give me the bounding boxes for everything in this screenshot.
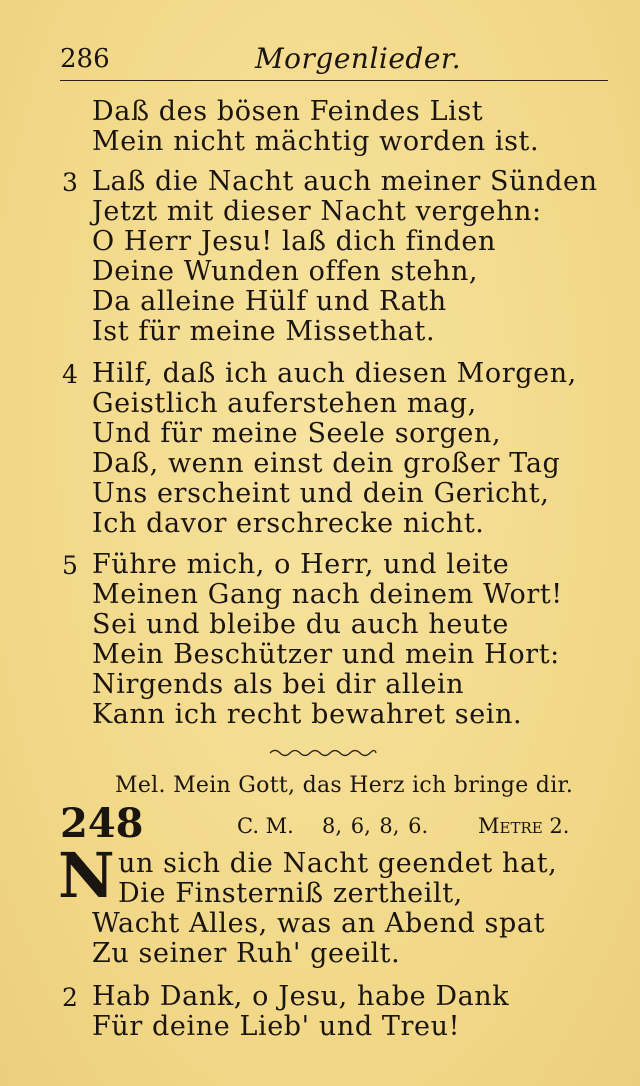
verse-line: Sei und bleibe du auch heute bbox=[92, 609, 509, 640]
verse-line: Hilf, daß ich auch diesen Morgen, bbox=[92, 358, 577, 389]
stanza-number: 2 bbox=[62, 983, 78, 1012]
meter-name: Metre 2. bbox=[478, 814, 570, 838]
verse-line: Jetzt mit dieser Nacht vergehn: bbox=[92, 196, 542, 227]
meter-numbers: 8, 6, 8, 6. bbox=[322, 814, 429, 838]
header-rule bbox=[60, 80, 608, 81]
verse-line: Und für meine Seele sorgen, bbox=[92, 418, 502, 449]
hymn-number: 248 bbox=[60, 800, 144, 847]
verse-line: Mein nicht mächtig worden ist. bbox=[92, 126, 540, 157]
verse-line: Uns erscheint und dein Gericht, bbox=[92, 478, 550, 509]
verse-line: Zu seiner Ruh' geeilt. bbox=[92, 938, 401, 969]
verse-line: Geistlich auferstehen mag, bbox=[92, 388, 477, 419]
drop-cap: N bbox=[58, 839, 115, 912]
ornament-divider bbox=[268, 745, 378, 761]
verse-line: Kann ich recht bewahret sein. bbox=[92, 699, 523, 730]
melody-line: Mel. Mein Gott, das Herz ich bringe dir. bbox=[115, 773, 574, 798]
verse-line: Mein Beschützer und mein Hort: bbox=[92, 639, 560, 670]
verse-line: Daß, wenn einst dein großer Tag bbox=[92, 448, 561, 479]
verse-line: Wacht Alles, was an Abend spat bbox=[92, 908, 546, 939]
stanza-number: 5 bbox=[62, 551, 78, 580]
verse-line: Nirgends als bei dir allein bbox=[92, 669, 465, 700]
verse-line: O Herr Jesu! laß dich finden bbox=[92, 226, 496, 257]
verse-line: Führe mich, o Herr, und leite bbox=[92, 549, 510, 580]
verse-line: Ist für meine Missethat. bbox=[92, 316, 436, 347]
stanza-number: 3 bbox=[62, 168, 78, 197]
verse-line: Meinen Gang nach deinem Wort! bbox=[92, 579, 563, 610]
verse-line: Deine Wunden offen stehn, bbox=[92, 256, 479, 287]
meter-abbrev: C. M. bbox=[237, 814, 294, 838]
page-number: 286 bbox=[60, 44, 110, 74]
stanza-number: 4 bbox=[62, 360, 78, 389]
verse-line: Für deine Lieb' und Treu! bbox=[92, 1011, 461, 1042]
verse-line: un sich die Nacht geendet hat, bbox=[118, 848, 558, 879]
running-title: Morgenlieder. bbox=[255, 42, 462, 75]
verse-line: Hab Dank, o Jesu, habe Dank bbox=[92, 981, 510, 1012]
running-head bbox=[60, 40, 610, 80]
verse-line: Die Finsterniß zertheilt, bbox=[118, 878, 463, 909]
verse-line: Ich davor erschrecke nicht. bbox=[92, 508, 485, 539]
verse-line: Daß des bösen Feindes List bbox=[92, 96, 484, 127]
verse-line: Laß die Nacht auch meiner Sünden bbox=[92, 166, 598, 197]
verse-line: Da alleine Hülf und Rath bbox=[92, 286, 447, 317]
